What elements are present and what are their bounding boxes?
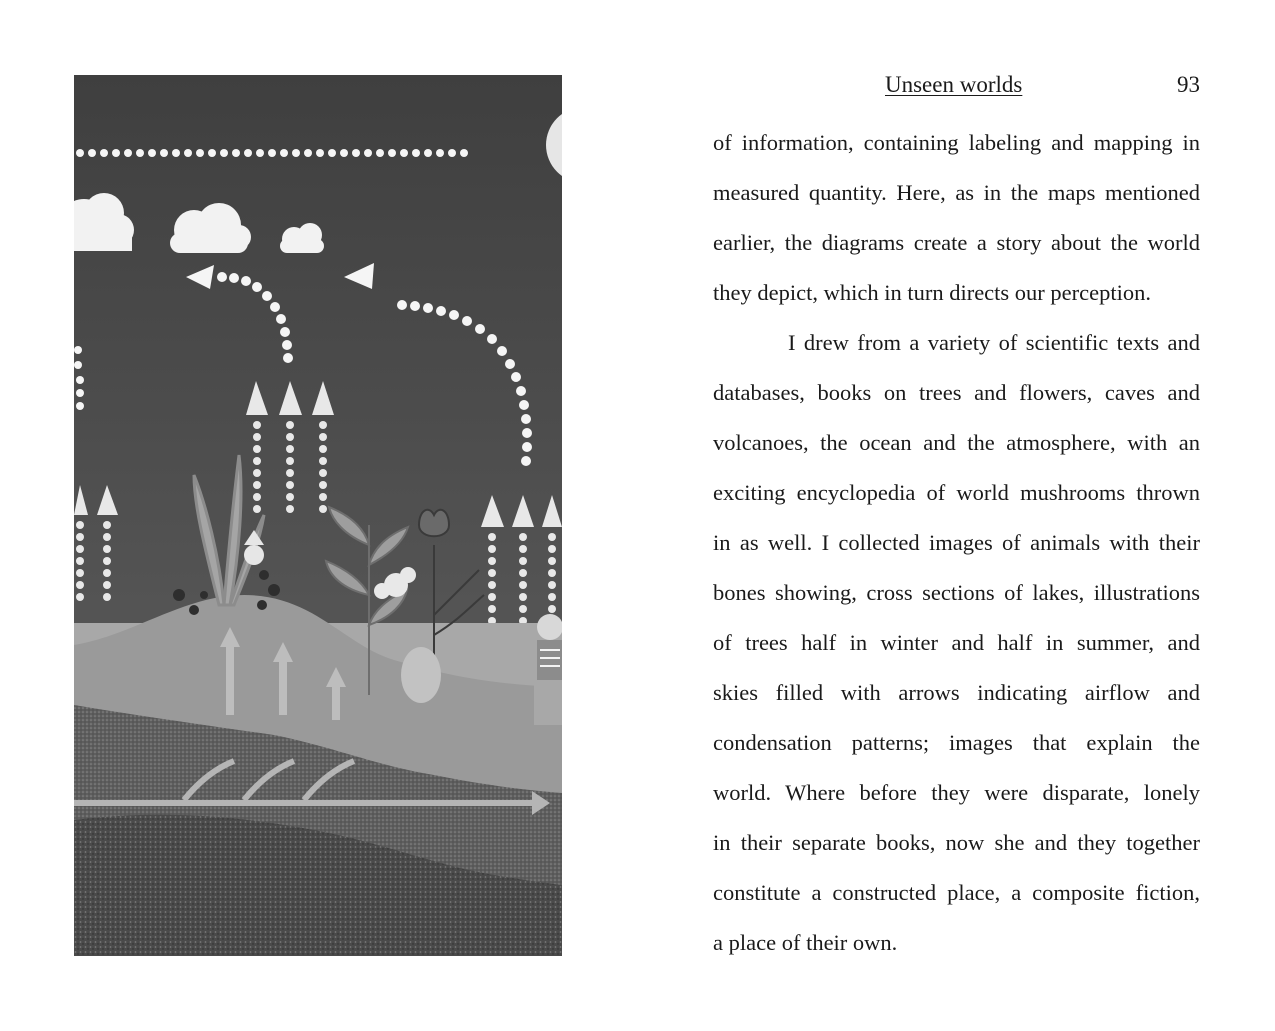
body-text: [713, 118, 1200, 968]
collage-illustration: [74, 75, 562, 956]
text-line: I drew from a variety of scientific texts and: [788, 330, 1200, 355]
child-figure: [534, 614, 562, 725]
text-line: in their separate books, now she and they together: [713, 830, 1200, 855]
root-vegetable: [401, 647, 441, 703]
text-line: condensation patterns; images that explain the: [713, 730, 1200, 755]
running-title: Unseen worlds: [885, 72, 1023, 97]
text-line: world. Where before they were disparate, lonely: [713, 780, 1200, 805]
text-line: measured quantity. Here, as in the maps mentioned: [713, 180, 1200, 205]
water-cycle-diagram: [74, 75, 562, 956]
text-line: exciting encyclopedia of world mushrooms thrown: [713, 480, 1200, 505]
running-head: [713, 72, 1200, 102]
text-line: in as well. I collected images of animals with their: [713, 530, 1200, 555]
text-line: constitute a constructed place, a composite fiction,: [713, 880, 1200, 905]
text-line: skies filled with arrows indicating airflow and: [713, 680, 1200, 705]
text-line: of information, containing labeling and mapping in: [713, 130, 1200, 155]
text-line: a place of their own.: [713, 930, 898, 955]
text-line: databases, books on trees and flowers, caves and: [713, 380, 1200, 405]
text-line: bones showing, cross sections of lakes, illustrations: [713, 580, 1200, 605]
page-number: 93: [1177, 72, 1200, 97]
text-line: volcanoes, the ocean and the atmosphere, with an: [713, 430, 1200, 455]
text-line: they depict, which in turn directs our perception.: [713, 280, 1151, 305]
text-line: of trees half in winter and half in summer, and: [713, 630, 1200, 655]
text-line: earlier, the diagrams create a story about the world: [713, 230, 1200, 255]
